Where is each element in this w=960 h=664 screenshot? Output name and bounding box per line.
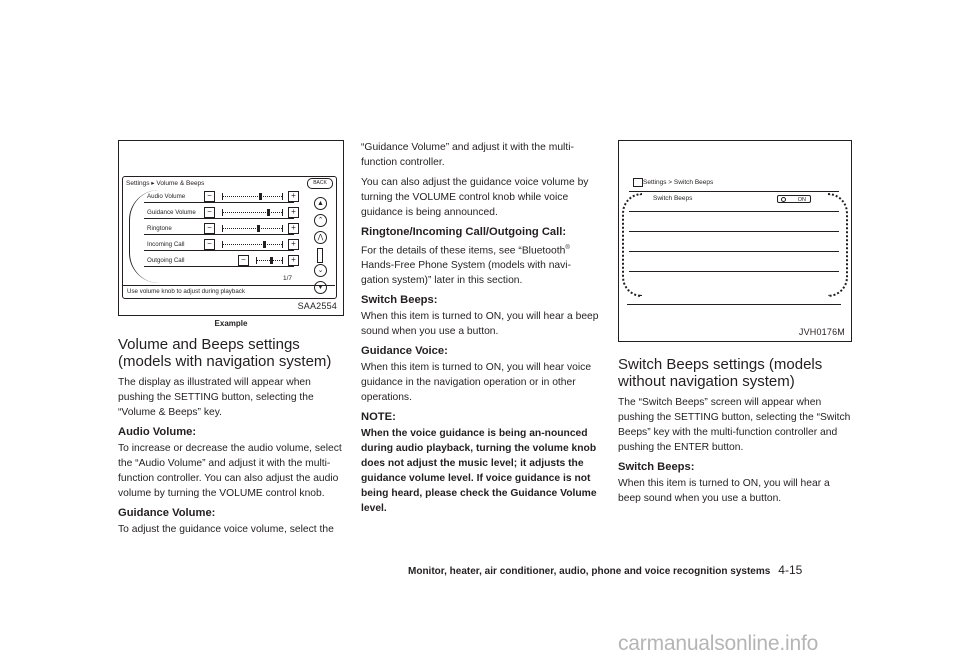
toggle-indicator[interactable]: [777, 195, 811, 203]
plus-button-icon[interactable]: +: [288, 239, 299, 250]
volume-beeps-screen-figure: [118, 140, 344, 316]
settings-panel: [129, 190, 308, 283]
scrollbar[interactable]: [317, 248, 323, 263]
figure-caption: Example: [214, 319, 248, 328]
minus-button-icon[interactable]: −: [204, 239, 215, 250]
row-label: Switch Beeps: [653, 195, 693, 202]
track-end: [282, 209, 283, 216]
text: For the details of these items, see “Bluetooth: [361, 245, 566, 257]
page-indicator: 1/7: [283, 275, 293, 282]
text: Hands-Free Phone System (models with navi-gation system)” later in this section.: [361, 260, 572, 287]
screen-title: Settings ▸ Volume & Beeps: [126, 180, 205, 187]
list-item: [629, 211, 839, 228]
row-label: Ringtone: [147, 225, 172, 232]
indicator-dot-icon: [781, 197, 786, 202]
paragraph: When this item is turned to ON, you will hear a beep sound when you use a button.: [361, 311, 599, 338]
list-item: [629, 231, 839, 248]
minus-button-icon[interactable]: −: [204, 223, 215, 234]
volume-track[interactable]: [222, 196, 282, 197]
plus-button-icon[interactable]: +: [288, 255, 299, 266]
track-end: [282, 241, 283, 248]
plus-button-icon[interactable]: +: [288, 191, 299, 202]
paragraph: To increase or decrease the audio volume, select the “Audio Volume” and adjust it with the multi-function controller. You can also adjust the audio volume by turning the VOLUME control knob.: [118, 443, 342, 499]
scroll-bottom-icon[interactable]: ▼: [314, 281, 327, 294]
toggle-value: ON: [797, 197, 806, 203]
subheading: Switch Beeps:: [618, 461, 695, 473]
screen-title: [631, 179, 713, 186]
volume-row[interactable]: [144, 239, 318, 251]
volume-row[interactable]: [144, 207, 318, 219]
row-label: Audio Volume: [147, 193, 186, 200]
row-label: Guidance Volume: [147, 209, 196, 216]
paragraph: The “Switch Beeps” screen will appear when pushing the SETTING button, selecting the “Switch Beeps” key with the multi-function controller and pushing the ENTER button.: [618, 397, 851, 453]
volume-knob[interactable]: [270, 257, 273, 264]
track-start: [222, 225, 223, 232]
subheading: Ringtone/Incoming Call/Outgoing Call:: [361, 226, 567, 238]
subheading: Guidance Volume:: [118, 507, 216, 519]
list-item: [629, 271, 839, 288]
volume-knob[interactable]: [267, 209, 270, 216]
row-underline: [144, 202, 294, 203]
row-label: Outgoing Call: [147, 257, 185, 264]
plus-button-icon[interactable]: +: [288, 207, 299, 218]
minus-button-icon[interactable]: −: [204, 207, 215, 218]
back-button[interactable]: BACK: [307, 178, 333, 189]
row-label: Incoming Call: [147, 241, 185, 248]
scroll-up-icon[interactable]: ⌃: [314, 214, 327, 227]
status-text: Use volume knob to adjust during playback: [123, 285, 335, 295]
volume-track[interactable]: [222, 212, 282, 213]
minus-button-icon[interactable]: −: [204, 191, 215, 202]
section-heading: Switch Beeps settings (models without navigation system): [618, 356, 823, 390]
column-middle: [361, 140, 599, 516]
figure-code: SAA2554: [297, 301, 337, 311]
volume-row[interactable]: [144, 255, 318, 267]
subheading: Audio Volume:: [118, 426, 197, 438]
page-footer: [408, 563, 802, 577]
figure-code: JVH0176M: [798, 327, 845, 337]
note-text: When the voice guidance is being an-nounced during audio playback, turning the volume knob does not adjust the music level; it adjusts the guidance volume level. If voice guidance is not being heard, please check the Guidance Volume level.: [361, 428, 597, 515]
divider: [627, 304, 841, 305]
volume-track[interactable]: [256, 260, 282, 261]
paragraph: When this item is turned to ON, you will hear a beep sound when you use a button.: [618, 478, 830, 504]
row-underline: [144, 218, 294, 219]
subheading: Guidance Voice:: [361, 345, 448, 358]
row-underline: [144, 250, 294, 251]
volume-knob[interactable]: [263, 241, 266, 248]
volume-track[interactable]: [222, 228, 282, 229]
list-item: [629, 251, 839, 268]
plus-button-icon[interactable]: +: [288, 223, 299, 234]
row-underline: [144, 266, 294, 267]
section-heading: Volume and Beeps settings (models with navigation system): [118, 336, 332, 370]
volume-row[interactable]: [144, 223, 318, 235]
track-end: [282, 225, 283, 232]
watermark: carmanualsonline.info: [618, 632, 819, 655]
paragraph: You can also adjust the guidance voice volume by turning the VOLUME control knob while voice guidance is being announced.: [361, 177, 589, 218]
minus-button-icon[interactable]: −: [238, 255, 249, 266]
track-start: [222, 193, 223, 200]
settings-icon: [633, 178, 643, 187]
column-right: [618, 140, 852, 511]
footer-section-title: Monitor, heater, air conditioner, audio, phone and voice recognition systems: [408, 566, 771, 577]
note-heading: NOTE:: [361, 411, 396, 424]
volume-row[interactable]: [144, 191, 318, 203]
settings-list: [629, 191, 839, 291]
volume-knob[interactable]: [259, 193, 262, 200]
screen-title-text: Settings > Switch Beeps: [643, 179, 714, 186]
track-start: [222, 241, 223, 248]
column-left: [118, 140, 344, 542]
paragraph: “Guidance Volume” and adjust it with the multi-function controller.: [361, 142, 574, 168]
switch-beeps-screen-figure: [618, 140, 852, 342]
track-start: [256, 257, 257, 264]
row-underline: [144, 234, 294, 235]
page-down-icon[interactable]: ⌄: [314, 264, 327, 277]
registered-mark: ®: [565, 245, 570, 251]
track-end: [282, 193, 283, 200]
page-up-icon[interactable]: ⋀: [314, 231, 327, 244]
paragraph: The display as illustrated will appear when pushing the SETTING button, selecting the “Volume & Beeps” key.: [118, 377, 314, 418]
track-start: [222, 209, 223, 216]
volume-knob[interactable]: [257, 225, 260, 232]
switch-beeps-row[interactable]: [629, 191, 839, 208]
subheading: Switch Beeps:: [361, 294, 438, 307]
paragraph: When this item is turned to ON, you will hear voice guidance in the navigation operation or in other operations.: [361, 362, 592, 404]
track-end: [282, 257, 283, 264]
paragraph: To adjust the guidance voice volume, select the: [118, 524, 334, 535]
page-number: 4-15: [778, 563, 803, 577]
scroll-top-icon[interactable]: ▲: [314, 197, 327, 210]
paragraph: [361, 241, 599, 288]
volume-track[interactable]: [222, 244, 282, 245]
